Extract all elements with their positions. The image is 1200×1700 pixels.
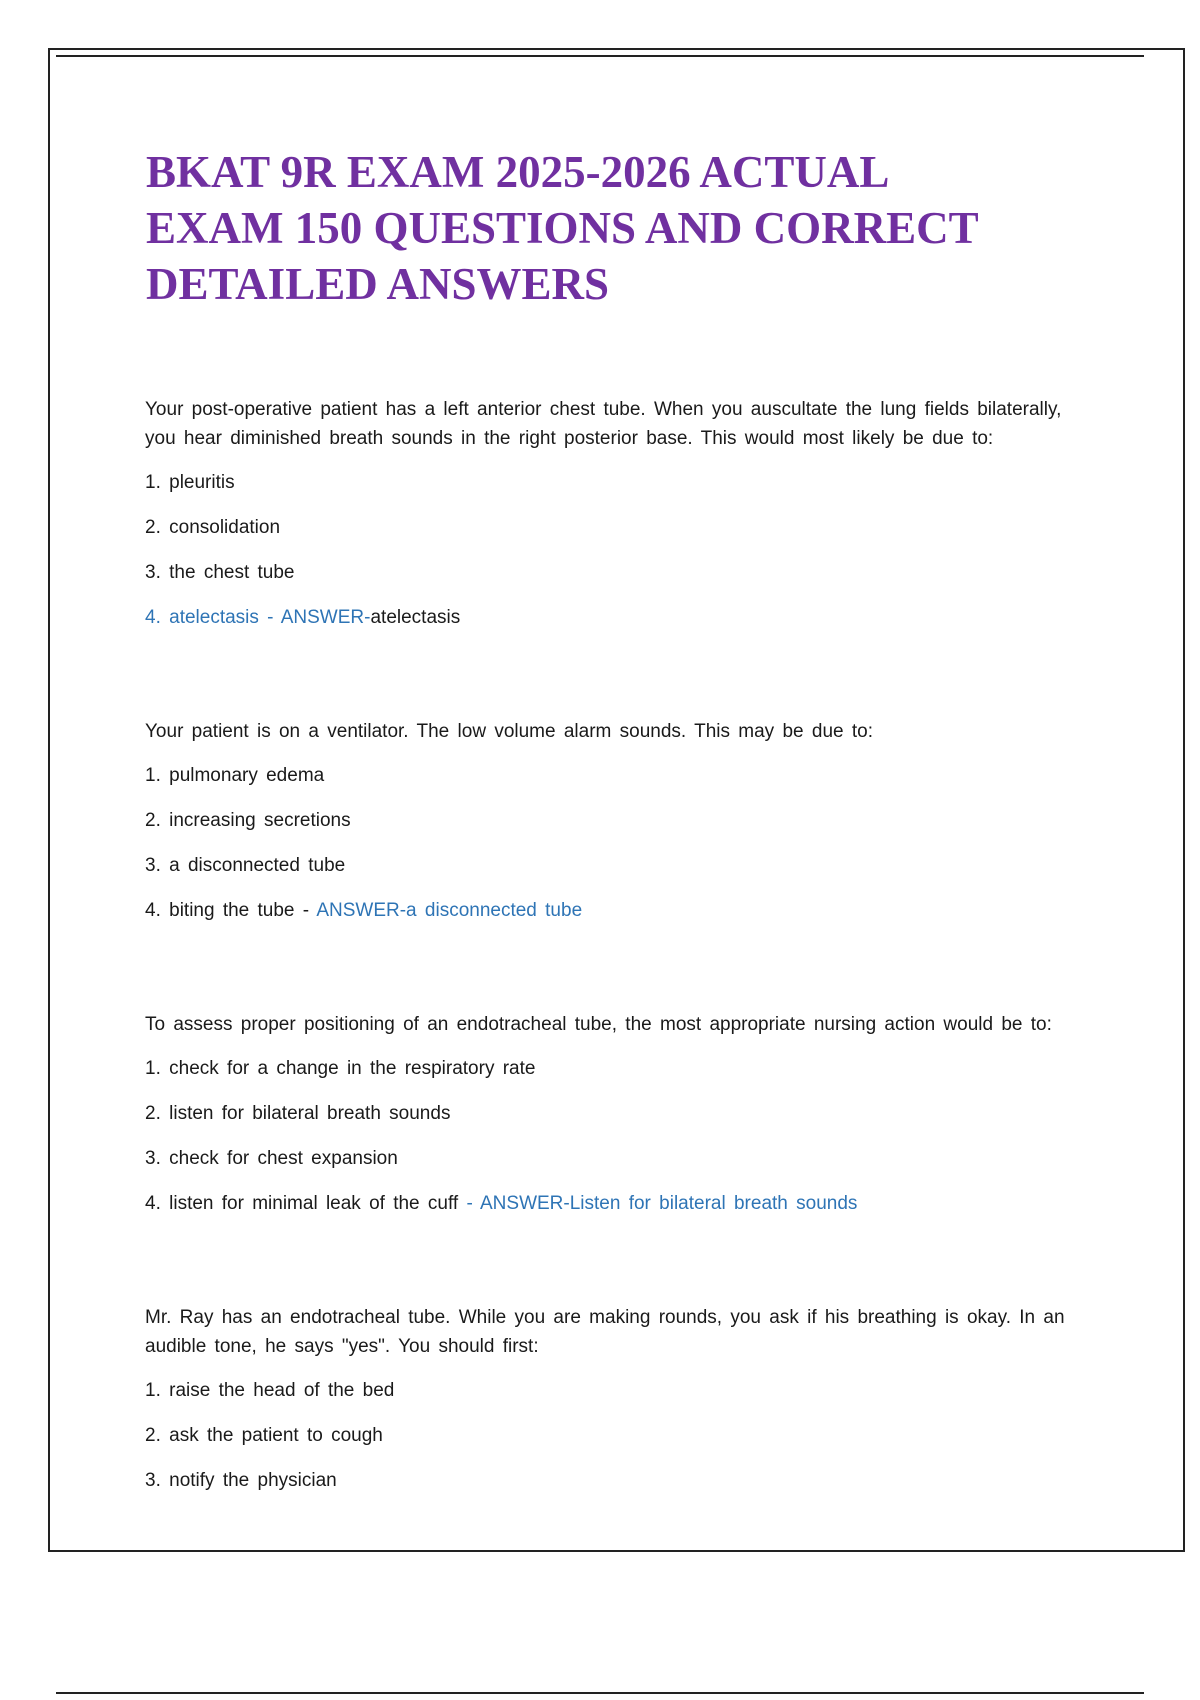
option-3: 3. notify the physician: [145, 1470, 337, 1491]
option-4-text: 4. atelectasis: [145, 607, 259, 628]
option-4: [145, 1190, 1085, 1218]
question-3: [145, 1010, 1085, 1218]
option-1: 1. pleuritis: [145, 472, 235, 493]
option-4-text: 4. biting the tube -: [145, 900, 310, 921]
question-2: [145, 717, 1085, 925]
title-line: DETAILED ANSWERS: [146, 259, 610, 309]
question-text: Mr. Ray has an endotracheal tube. While you are making rounds, you ask if his breathing is okay. In an audible tone, he says "yes". You should first:: [145, 1307, 1065, 1357]
question-text: To assess proper positioning of an endotracheal tube, the most appropriate nursing action would be to:: [145, 1014, 1052, 1035]
title-line: EXAM 150 QUESTIONS AND CORRECT: [146, 203, 979, 253]
bottom-rule: [56, 1692, 1144, 1694]
option-2: 2. ask the patient to cough: [145, 1425, 383, 1446]
answer-label: - ANSWER-: [258, 607, 371, 628]
option-1: 1. pulmonary edema: [145, 765, 325, 786]
question-1: [145, 395, 1085, 632]
option-3: 3. check for chest expansion: [145, 1148, 398, 1169]
option-2: 2. listen for bilateral breath sounds: [145, 1103, 451, 1124]
option-4-text: 4. listen for minimal leak of the cuff: [145, 1193, 459, 1214]
option-1: 1. raise the head of the bed: [145, 1380, 395, 1401]
document-title: [146, 144, 1106, 312]
question-text: Your patient is on a ventilator. The low volume alarm sounds. This may be due to:: [145, 721, 873, 742]
option-1: 1. check for a change in the respiratory rate: [145, 1058, 536, 1079]
title-line: BKAT 9R EXAM 2025-2026 ACTUAL: [146, 147, 890, 197]
option-2: 2. increasing secretions: [145, 810, 351, 831]
option-3: 3. a disconnected tube: [145, 855, 346, 876]
question-text: Your post-operative patient has a left anterior chest tube. When you auscultate the lung fields bilaterally, you hear diminished breath sounds in the right posterior base. This would most likely be due to:: [145, 399, 1062, 449]
answer-label: ANSWER-a disconnected tube: [309, 900, 583, 921]
option-2: 2. consolidation: [145, 517, 281, 538]
question-list: [145, 395, 1085, 1580]
answer-label: - ANSWER-Listen for bilateral breath sounds: [458, 1193, 858, 1214]
option-4: [145, 897, 1085, 925]
question-4: [145, 1303, 1085, 1495]
option-4: [145, 604, 1085, 632]
option-3: 3. the chest tube: [145, 562, 295, 583]
answer-text: atelectasis: [370, 607, 461, 628]
